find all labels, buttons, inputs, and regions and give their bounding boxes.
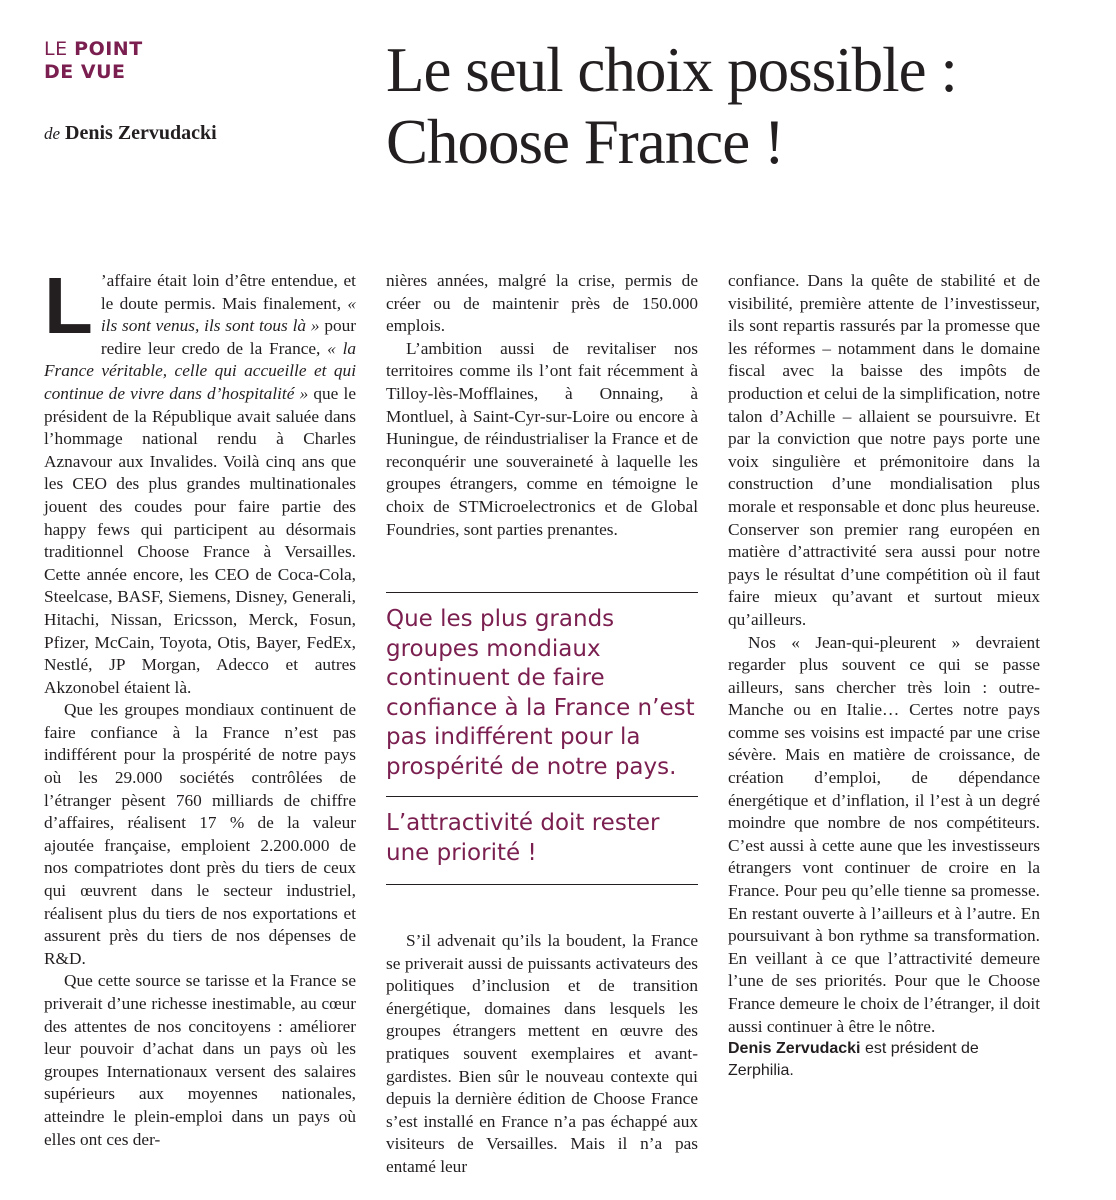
paragraph-5: L’ambition aussi de revitaliser nos territoires comme ils l’ont fait récemment à Tilloy-lès-Mofflaines, à Onnaing, à Montluel, à Saint-Cyr-sur-Loire ou encore à Huningue, de réindustrialiser la France et de reconquérir une souveraineté à laquelle les groupes étrangers, comme en témoigne le choix de STMicroelectronics et de Global Foundries, sont parties prenantes. (386, 338, 698, 539)
quote-2: « la France véritable, celle qui accueille et qui continue de vivre dans d’hospitalité » (44, 338, 357, 403)
kicker-line-2: DE VUE (44, 61, 126, 83)
section-subtitle: L’attractivité doit rester une priorité ! (386, 810, 660, 866)
paragraph-3: Que cette source se tarisse et la France se priverait d’une richesse inestimable, au cœur des attentes de nos concitoyens : améliorer leur pouvoir d’achat dans un pays où les groupes Internationaux versent des salaires supérieurs aux moyennes nationales, atteindre le plein-emploi dans un pays où elles ont ces der- (44, 971, 356, 1149)
byline-author: Denis Zervudacki (65, 122, 217, 144)
bio-author-name: Denis Zervudacki (728, 1040, 861, 1058)
article-column-2-top (386, 270, 698, 541)
paragraph-1-text-a: ’affaire était loin d’être entendue, et le doute permis. Mais finalement, (100, 271, 356, 313)
kicker-word-point: POINT (74, 38, 143, 60)
article-column-3 (728, 270, 1040, 1082)
paragraph-2: Que les groupes mondiaux continuent de faire confiance à la France n’est pas indifférent pour la prospérité de notre pays où les 29.000 sociétés contrôlées de l’étranger pèsent 760 milliards de chiffre d’affaires, réalisent 17 % de la valeur ajoutée française, emploient 2.200.000 de nos compatriotes dont près du tiers de ceux qui œuvrent dans le secteur industriel, réalisent plus du tiers de nos exportations et assurent près du tiers de nos dépenses de R&D. (44, 700, 356, 968)
pull-quote-rule-middle (386, 796, 698, 797)
kicker-word-le: LE (44, 38, 75, 60)
paragraph-1-text-c: que le président de la République avait saluée dans l’hommage national rendu à Charles Aznavour aux Invalides. Voilà cinq ans que les CEO des plus grandes multinationales jouent des coudes pour faire partie des happy fews qui participent au désormais traditionnel Choose France à Versailles. Cette année encore, les CEO de Coca-Cola, Steelcase, BASF, Siemens, Disney, Generali, Hitachi, Nissan, Ericsson, Merck, Fosun, Pfizer, McCain, Toyota, Otis, Bayer, FedEx, Nestlé, JP Morgan, Adecco et autres Akzonobel étaient là. (44, 383, 356, 697)
article-headline (386, 34, 1106, 178)
paragraph-1 (44, 261, 357, 699)
byline (44, 122, 217, 145)
paragraph-4: nières années, malgré la crise, permis de créer ou de maintenir près de 150.000 emplois. (386, 271, 698, 336)
paragraph-8: Nos « Jean-qui-pleurent » devraient regarder plus souvent ce qui se passe ailleurs, sans chercher très loin : outre-Manche ou en Italie… Certes notre pays comme ses voisins est impacté par une crise sévère. Mais en matière de croissance, de création d’emploi, de dépendance énergétique et d’inflation, il l’est à un degré moindre que nombre de nos compétiteurs. C’est aussi à cette aune que les investisseurs étrangers vont continuer de croire en la France. Pour peu qu’elle tienne sa promesse. En restant ouverte à l’ailleurs et à l’autre. En poursuivant à bon rythme sa transformation. En veillant à ce que l’attractivité demeure l’une de ses priorités. Pour que le Choose France demeure le choix de l’étranger, il doit aussi continuer à être le nôtre. (728, 632, 1040, 1036)
headline-line-2: Choose France ! (386, 107, 784, 177)
article-column-2-bottom (386, 930, 698, 1179)
section-kicker (44, 38, 143, 84)
paragraph-6: S’il advenait qu’ils la boudent, la France se priverait aussi de puissants activateurs des politiques d’inclusion et de transition énergétique, domaines dans lesquels les groupes étrangers mettent en œuvre des pratiques souvent exemplaires et avant-gardistes. Bien sûr le nouveau contexte qui depuis la dernière édition de Choose France s’est installé en France n’a pas échappé aux visiteurs de Versailles. Mais il n’a pas entamé leur (386, 931, 698, 1176)
paragraph-7: confiance. Dans la quête de stabilité et de visibilité, première attente de l’investisseur, ils sont repartis rassurés par la promesse que les réformes – notamment dans le domaine fiscal avec la baisse des impôts de production et celui de la simplification, notre talon d’Achille – allaient se poursuivre. Et par la conviction que notre pays porte une voix singulière et prémonitoire dans la construction d’une mondialisation plus morale et responsable et donc plus heureuse. Conserver son premier rang européen en matière d’attractivité sera aussi pour notre pays le résultat d’une compétition où il faut faire mieux qu’avant et surtout mieux qu’ailleurs. (728, 271, 1040, 629)
pull-quote-rule-bottom (386, 884, 698, 885)
author-bio (728, 1038, 1040, 1082)
byline-prefix: de (44, 124, 61, 143)
drop-cap: L (44, 261, 93, 350)
pull-quote-block (386, 592, 698, 885)
paragraph-1-text-b: pour redire leur credo de la France, (100, 316, 357, 358)
headline-line-1: Le seul choix possible : (386, 35, 957, 105)
article-column-1 (44, 261, 357, 1151)
kicker-line-1 (44, 38, 143, 61)
quote-1: « ils sont venus, ils sont tous là » (100, 293, 356, 336)
bio-text: est président de Zerphilia. (728, 1040, 979, 1080)
pull-quote-rule-top (386, 592, 698, 593)
pull-quote: Que les plus grands groupes mondiaux continuent de faire confiance à la France n’est pas indifférent pour la prospérité de notre pays. (386, 606, 695, 780)
